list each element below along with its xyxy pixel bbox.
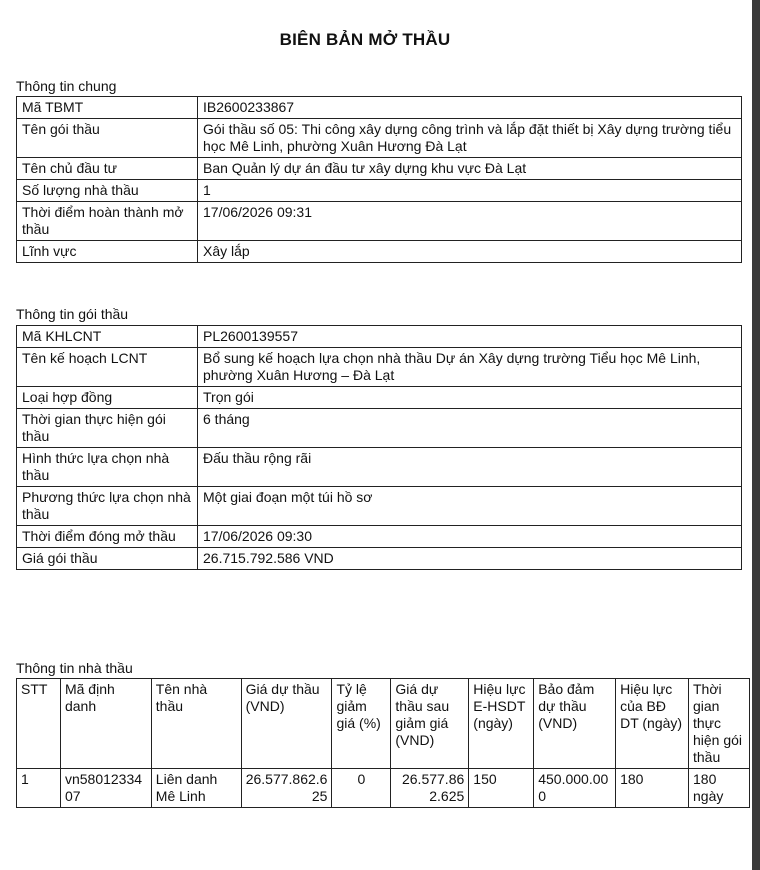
cell-stt: 1 <box>17 769 61 808</box>
col-header: Hiệu lực của BĐ DT (ngày) <box>616 679 689 769</box>
cell-price-after-discount: 26.577.862.625 <box>391 769 469 808</box>
row-key: Hình thức lựa chọn nhà thầu <box>17 448 198 487</box>
row-key: Giá gói thầu <box>17 548 198 570</box>
cell-discount: 0 <box>332 769 391 808</box>
cell-validity: 150 <box>469 769 534 808</box>
col-header: Bảo đảm dự thầu (VND) <box>534 679 616 769</box>
bidders-table <box>16 678 750 808</box>
general-info-table <box>16 96 742 263</box>
row-value: Ban Quản lý dự án đầu tư xây dựng khu vực Đà Lạt <box>198 158 742 180</box>
row-value: 26.715.792.586 VND <box>198 548 742 570</box>
row-key: Tên kế hoạch LCNT <box>17 348 198 387</box>
row-key: Phương thức lựa chọn nhà thầu <box>17 487 198 526</box>
table-row <box>17 548 742 570</box>
table-row <box>17 769 750 808</box>
cell-bid-price: 26.577.862.625 <box>241 769 332 808</box>
row-value: IB2600233867 <box>198 97 742 119</box>
col-header: Tỷ lệ giảm giá (%) <box>332 679 391 769</box>
row-value: Bổ sung kế hoạch lựa chọn nhà thầu Dự án Xây dựng trường Tiểu học Mê Linh, phường Xuân Hương – Đà Lạt <box>198 348 742 387</box>
cell-id: vn5801233407 <box>60 769 151 808</box>
table-row <box>17 526 742 548</box>
col-header: Giá dự thầu (VND) <box>241 679 332 769</box>
table-row <box>17 97 742 119</box>
row-key: Thời điểm hoàn thành mở thầu <box>17 202 198 241</box>
row-key: Số lượng nhà thầu <box>17 180 198 202</box>
row-value: PL2600139557 <box>198 326 742 348</box>
table-row <box>17 487 742 526</box>
row-value: 17/06/2026 09:31 <box>198 202 742 241</box>
row-value: Trọn gói <box>198 387 742 409</box>
row-key: Mã KHLCNT <box>17 326 198 348</box>
cell-security-validity: 180 <box>616 769 689 808</box>
cell-security: 450.000.000 <box>534 769 616 808</box>
table-row <box>17 387 742 409</box>
table-row <box>17 158 742 180</box>
col-header: Thời gian thực hiện gói thầu <box>689 679 750 769</box>
section-label-package: Thông tin gói thầu <box>16 306 129 322</box>
table-row <box>17 409 742 448</box>
package-info-table <box>16 325 742 570</box>
row-value: Gói thầu số 05: Thi công xây dựng công trình và lắp đặt thiết bị Xây dựng trường tiểu học Mê Linh, phường Xuân Hương Đà Lạt <box>198 119 742 158</box>
table-row <box>17 448 742 487</box>
row-key: Thời điểm đóng mở thầu <box>17 526 198 548</box>
row-value: Xây lắp <box>198 241 742 263</box>
row-key: Tên chủ đầu tư <box>17 158 198 180</box>
col-header: Tên nhà thầu <box>151 679 241 769</box>
right-scrollbar-edge <box>752 0 760 870</box>
row-value: 1 <box>198 180 742 202</box>
row-value: 6 tháng <box>198 409 742 448</box>
table-row <box>17 348 742 387</box>
section-label-bidders: Thông tin nhà thầu <box>16 660 133 676</box>
table-row <box>17 119 742 158</box>
table-row <box>17 241 742 263</box>
cell-duration: 180 ngày <box>689 769 750 808</box>
section-label-general: Thông tin chung <box>16 78 117 94</box>
table-row <box>17 202 742 241</box>
col-header: STT <box>17 679 61 769</box>
row-key: Tên gói thầu <box>17 119 198 158</box>
table-row <box>17 180 742 202</box>
col-header: Mã định danh <box>60 679 151 769</box>
cell-name: Liên danh Mê Linh <box>151 769 241 808</box>
table-header-row <box>17 679 750 769</box>
row-key: Loại hợp đồng <box>17 387 198 409</box>
col-header: Hiệu lực E-HSDT (ngày) <box>469 679 534 769</box>
row-key: Thời gian thực hiện gói thầu <box>17 409 198 448</box>
row-value: Một giai đoạn một túi hồ sơ <box>198 487 742 526</box>
col-header: Giá dự thầu sau giảm giá (VND) <box>391 679 469 769</box>
page-title: BIÊN BẢN MỞ THẦU <box>279 30 451 49</box>
table-row <box>17 326 742 348</box>
row-value: Đấu thầu rộng rãi <box>198 448 742 487</box>
row-key: Mã TBMT <box>17 97 198 119</box>
row-value: 17/06/2026 09:30 <box>198 526 742 548</box>
row-key: Lĩnh vực <box>17 241 198 263</box>
